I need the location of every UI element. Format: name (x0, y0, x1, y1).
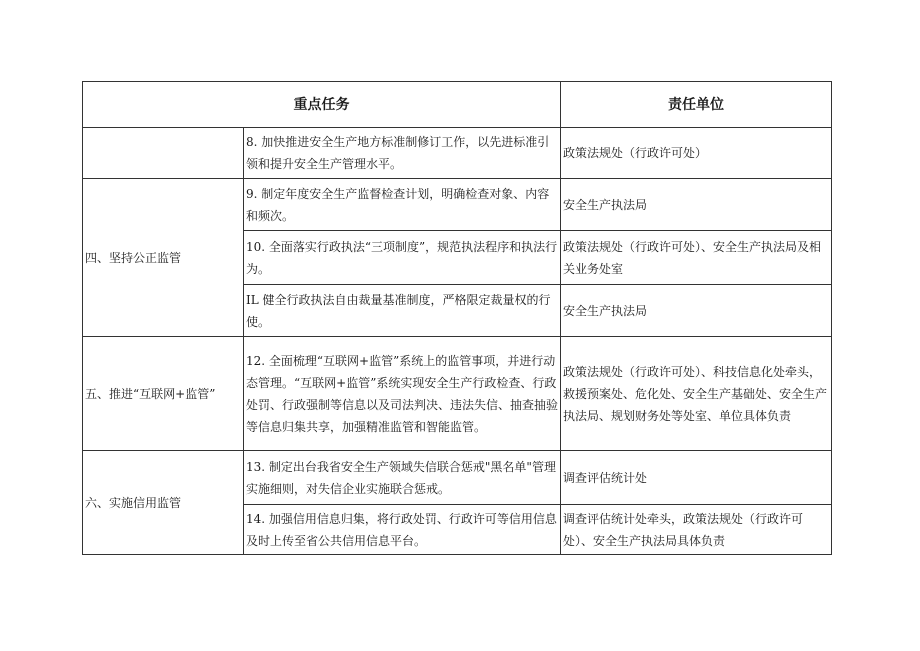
category-cell: 六、实施信用监管 (83, 451, 244, 555)
task-cell: 8. 加快推进安全生产地方标准制修订工作，以先进标准引领和提升安全生产管理水平。 (244, 128, 561, 179)
unit-cell: 政策法规处（行政许可处）、科技信息化处牵头，救援预案处、危化处、安全生产基础处、安全生产执法局、规划财务处等处室、单位具体负责 (561, 337, 832, 451)
task-cell: 10. 全面落实行政执法“三项制度”，规范执法程序和执法行为。 (244, 231, 561, 285)
header-task: 重点任务 (83, 82, 561, 128)
table-row (83, 128, 832, 179)
table-row (83, 337, 832, 451)
task-cell: 14. 加强信用信息归集，将行政处罚、行政许可等信用信息及时上传至省公共信用信息平台。 (244, 505, 561, 555)
table-row (83, 179, 832, 231)
category-cell (83, 128, 244, 179)
category-cell: 五、推进“互联网+监管” (83, 337, 244, 451)
unit-cell: 政策法规处（行政许可处）、安全生产执法局及相关业务处室 (561, 231, 832, 285)
unit-cell: 政策法规处（行政许可处） (561, 128, 832, 179)
task-cell: 13. 制定出台我省安全生产领域失信联合惩戒"黑名单"管理实施细则，对失信企业实施联合惩戒。 (244, 451, 561, 505)
task-responsibility-table (82, 81, 832, 555)
unit-cell: 调查评估统计处牵头，政策法规处（行政许可处）、安全生产执法局具体负责 (561, 505, 832, 555)
category-cell: 四、坚持公正监管 (83, 179, 244, 337)
task-cell: 12. 全面梳理“互联网+监管”系统上的监管事项，并进行动态管理。“互联网+监管”系统实现安全生产行政检查、行政处罚、行政强制等信息以及司法判决、违法失信、抽查抽验等信息归集共享，加强精准监管和智能监管。 (244, 337, 561, 451)
table-row (83, 451, 832, 505)
unit-cell: 安全生产执法局 (561, 179, 832, 231)
task-cell: IL 健全行政执法自由裁量基准制度，严格限定裁量权的行使。 (244, 285, 561, 337)
table-header-row (83, 82, 832, 128)
unit-cell: 安全生产执法局 (561, 285, 832, 337)
header-unit: 责任单位 (561, 82, 832, 128)
task-cell: 9. 制定年度安全生产监督检查计划，明确检查对象、内容和频次。 (244, 179, 561, 231)
unit-cell: 调查评估统计处 (561, 451, 832, 505)
